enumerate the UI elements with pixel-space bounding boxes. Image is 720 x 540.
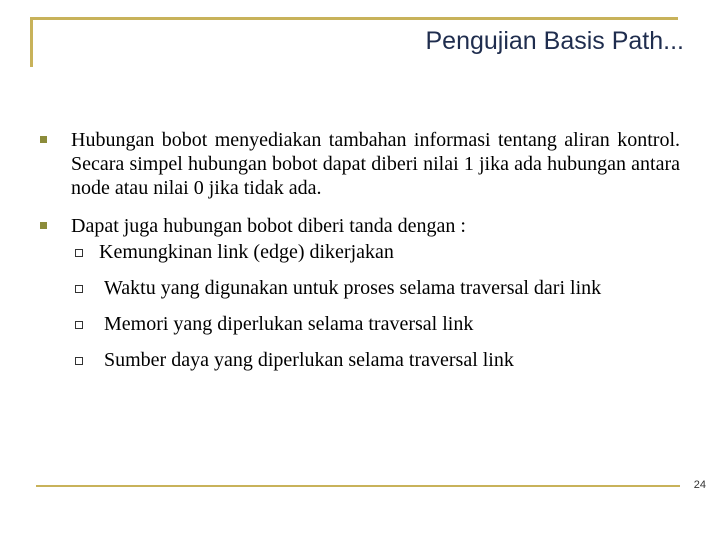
frame-top-border bbox=[30, 17, 678, 20]
sub-bullet-text: Kemungkinan link (edge) dikerjakan bbox=[99, 241, 394, 263]
hollow-square-bullet-icon bbox=[75, 285, 83, 293]
square-bullet-icon bbox=[40, 222, 47, 229]
sub-bullet-list bbox=[71, 240, 680, 372]
sub-bullet-item bbox=[71, 312, 680, 336]
hollow-square-bullet-icon bbox=[75, 357, 83, 365]
footer-divider bbox=[36, 485, 680, 487]
sub-bullet-text: Waktu yang digunakan untuk proses selama traversal dari link bbox=[99, 277, 602, 299]
sub-bullet-text: Memori yang diperlukan selama traversal link bbox=[99, 313, 474, 335]
sub-bullet-item bbox=[71, 240, 680, 264]
sub-bullet-item bbox=[71, 348, 680, 372]
slide-title: Pengujian Basis Path... bbox=[425, 27, 684, 55]
bullet-text: Hubungan bobot menyediakan tambahan informasi tentang aliran kontrol. Secara simpel hubungan bobot dapat diberi nilai 1 jika ada hubungan antara node atau nilai 0 jika tidak ada. bbox=[71, 129, 680, 199]
slide-content bbox=[40, 128, 680, 372]
bullet-text: Dapat juga hubungan bobot diberi tanda dengan : bbox=[71, 215, 466, 237]
frame-left-border bbox=[30, 17, 33, 67]
sub-bullet-text: Sumber daya yang diperlukan selama traversal link bbox=[99, 349, 514, 371]
hollow-square-bullet-icon bbox=[75, 249, 83, 257]
square-bullet-icon bbox=[40, 136, 47, 143]
sub-bullet-item bbox=[71, 276, 680, 300]
hollow-square-bullet-icon bbox=[75, 321, 83, 329]
bullet-item bbox=[40, 214, 680, 372]
page-number: 24 bbox=[693, 479, 706, 491]
bullet-item bbox=[40, 128, 680, 200]
